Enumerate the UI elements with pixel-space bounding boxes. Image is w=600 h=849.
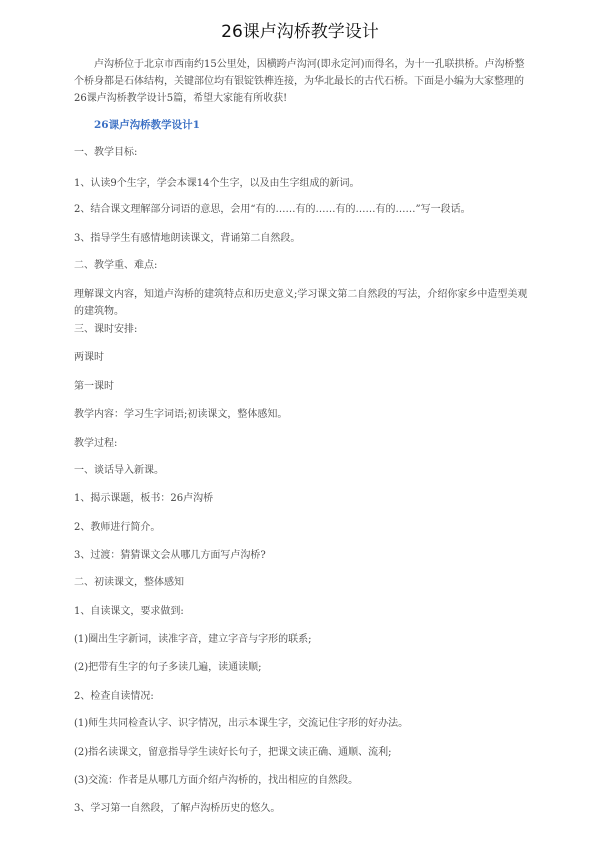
section-heading: 26课卢沟桥教学设计1 [94, 119, 200, 131]
objectives-heading: 一、教学目标: [74, 147, 138, 158]
process-step: 2、教师进行简介。 [74, 522, 161, 533]
objective-item: 3、指导学生有感情地朗读课文，背诵第二自然段。 [74, 233, 301, 244]
schedule-text: 两课时 [74, 352, 104, 363]
key-points-heading: 二、教学重、难点: [74, 260, 158, 271]
process-heading: 教学过程: [74, 438, 118, 449]
process-step: 3、学习第一自然段，了解卢沟桥历史的悠久。 [74, 803, 281, 814]
process-step: 1、揭示课题，板书：26卢沟桥 [74, 493, 214, 504]
objective-item: 1、认读9个生字，学会本课14个生字，以及由生字组成的新词。 [74, 178, 360, 189]
process-substep: (1)师生共同检查认字、识字情况，出示本课生字，交流记住字形的好办法。 [74, 718, 409, 729]
process-substep: (3)交流：作者是从哪几方面介绍卢沟桥的，找出相应的自然段。 [74, 775, 359, 786]
first-lesson-label: 第一课时 [74, 381, 114, 392]
process-substep: (2)把带有生字的句子多读几遍，读通读顺; [74, 662, 262, 673]
objective-item: 2、结合课文理解部分词语的意思，会用“有的……有的……有的……有的……”写一段话。 [74, 204, 471, 215]
document-title: 26课卢沟桥教学设计 [221, 22, 379, 42]
process-step: 2、检查自读情况: [74, 691, 154, 702]
schedule-heading: 三、课时安排: [74, 324, 138, 335]
process-substep: (1)圈出生字新词，读准字音，建立字音与字形的联系; [74, 634, 312, 645]
key-points-text: 理解课文内容，知道卢沟桥的建筑特点和历史意义;学习课文第二自然段的写法，介绍你家乡中造型美观的建筑物。 [74, 289, 528, 317]
process-step: 3、过渡：猜猜课文会从哪几方面写卢沟桥? [74, 550, 266, 561]
intro-paragraph: 卢沟桥位于北京市西南约15公里处，因横跨卢沟河(即永定河)而得名，为十一孔联拱桥。卢沟桥整个桥身都是石体结构，关键部位均有银锭铁榫连接，为华北最长的古代石桥。下面是小编为大家整理的26课卢沟桥教学设计5篇，希望大家能有所收获! [74, 59, 525, 104]
process-step: 1、自读课文，要求做到: [74, 606, 184, 617]
lesson-content-text: 教学内容：学习生字词语;初读课文，整体感知。 [74, 409, 288, 420]
process-substep: (2)指名读课文，留意指导学生读好长句子，把课文读正确、通顺、流利; [74, 747, 392, 758]
process-heading-2: 二、初读课文，整体感知 [74, 577, 184, 588]
process-step: 一、谈话导入新课。 [74, 465, 164, 476]
